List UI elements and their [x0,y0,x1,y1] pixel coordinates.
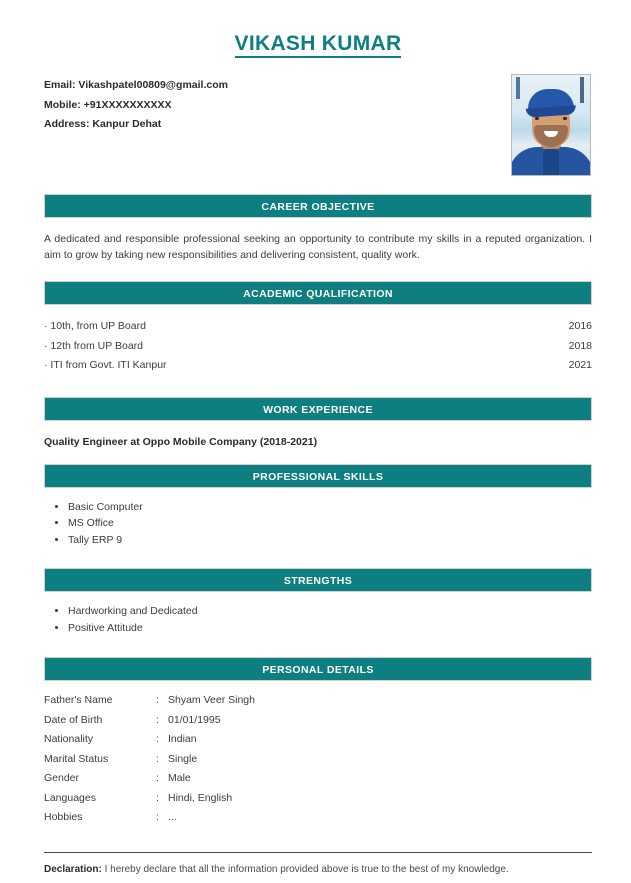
detail-value: 01/01/1995 [168,713,221,726]
header-row [44,74,592,176]
list-item: • MS Office [68,516,592,532]
detail-separator: : [156,733,159,746]
academic-item: · ITI from Govt. ITI Kanpur [44,359,167,372]
portrait-photo [511,74,591,176]
list-item: • Positive Attitude [68,621,592,637]
declaration-label: Declaration: [44,863,102,875]
academic-item: · 12th from UP Board [44,339,144,352]
section-header-academic-qualification: ACADEMIC QUALIFICATION [44,281,592,305]
academic-year: 2021 [568,359,592,372]
detail-label: Date of Birth [44,713,103,726]
strengths-list [44,604,592,636]
detail-separator: : [156,694,159,707]
detail-label: Gender [44,772,80,785]
list-item: • Tally ERP 9 [68,533,592,549]
detail-value: Shyam Veer Singh [168,694,255,707]
photo-eye-left [535,117,539,120]
candidate-name: VIKASH KUMAR [235,32,402,58]
detail-label: Nationality [44,733,94,746]
divider [44,852,592,853]
detail-value: Indian [168,733,197,746]
table-row [44,752,255,772]
academic-item: · 10th, from UP Board [44,320,146,333]
section-header-career-objective: CAREER OBJECTIVE [44,194,592,218]
contact-mobile: Mobile: +91XXXXXXXXXX [44,98,172,111]
detail-value: Male [168,772,191,785]
academic-year: 2016 [568,320,592,333]
detail-label: Father's Name [44,694,113,707]
declaration-text [44,862,592,877]
table-row [44,771,255,791]
detail-value: ... [168,811,177,824]
contact-block [44,74,228,135]
list-item: • Hardworking and Dedicated [68,604,592,620]
detail-separator: : [156,772,159,785]
table-row [44,337,592,357]
contact-address: Address: Kanpur Dehat [44,118,162,131]
resume-content [44,0,592,877]
detail-label: Hobbies [44,811,83,824]
career-objective-text: A dedicated and responsible professional seeking an opportunity to contribute my skills in a reputed organization. I aim to grow by taking new responsibilities and delivering consistent, quality work. [44,233,592,262]
table-row [44,732,255,752]
personal-details-table [44,693,255,830]
photo-backdrop-strip-right [580,77,584,103]
table-row [44,713,255,733]
photo-shirt [511,147,591,176]
academic-year: 2018 [568,339,592,352]
list-item: • Basic Computer [68,500,592,516]
detail-value: Single [168,752,198,765]
table-row [44,791,255,811]
section-header-personal-details: PERSONAL DETAILS [44,657,592,681]
professional-skills-list [44,500,592,549]
photo-eye-right [563,117,567,120]
section-header-work-experience: WORK EXPERIENCE [44,397,592,421]
section-header-professional-skills: PROFESSIONAL SKILLS [44,464,592,488]
table-row [44,693,255,713]
detail-value: Hindi, English [168,791,233,804]
table-row [44,317,592,337]
detail-label: Marital Status [44,752,109,765]
detail-separator: : [156,713,159,726]
photo-backdrop-strip-left [516,77,520,99]
page-title [44,0,592,55]
contact-email: Email: Vikashpatel00809@gmail.com [44,79,228,92]
declaration-body: I hereby declare that all the information provided above is true to the best of my knowledge. [101,863,509,875]
table-row [44,356,592,376]
detail-separator: : [156,752,159,765]
detail-separator: : [156,791,159,804]
table-row [44,810,255,830]
section-header-strengths: STRENGTHS [44,568,592,592]
detail-separator: : [156,811,159,824]
academic-list [44,317,592,376]
detail-label: Languages [44,791,96,804]
work-experience-entry: Quality Engineer at Oppo Mobile Company (2018-2021) [44,435,318,448]
